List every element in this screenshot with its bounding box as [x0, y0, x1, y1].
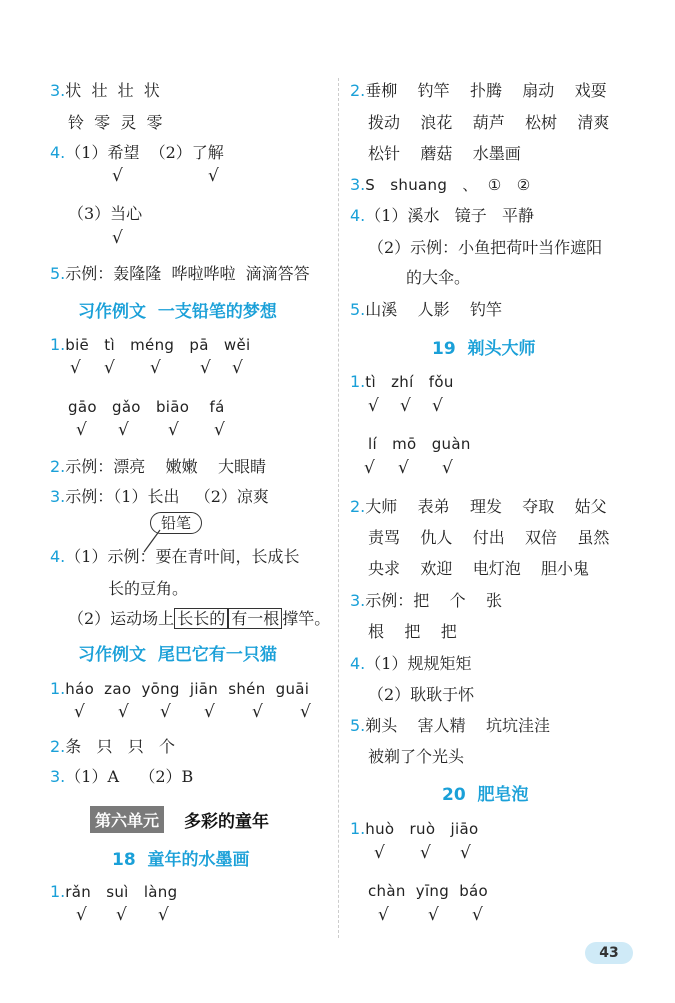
e2q3-line: [50, 766, 193, 788]
check-mark: √: [472, 905, 483, 925]
rq4-line3: 的大伞。: [406, 268, 471, 287]
e1q3-text: 示例：（1）长出 （2）凉爽: [65, 487, 269, 506]
rq2-line1: [350, 80, 607, 102]
check-mark: √: [428, 905, 439, 925]
l19q4-text1: （1）规规矩矩: [365, 654, 472, 673]
rq2-line3: 松针 蘑菇 水墨画: [368, 144, 521, 163]
e2q3-number: 3.: [50, 767, 66, 786]
e2q2-number: 2.: [50, 737, 66, 756]
e1q2-line: [50, 456, 266, 478]
check-mark: √: [420, 843, 431, 863]
l20q1-pinyin-row1: huò ruò jiāo: [365, 820, 479, 838]
check-mark: √: [460, 843, 471, 863]
rq3-line: [350, 174, 530, 196]
essay1-title: 习作例文 一支铅笔的梦想: [78, 302, 277, 322]
e1q4-line3: [68, 608, 330, 630]
l19q1-pinyin2: [368, 433, 471, 455]
q3-line1: [50, 80, 160, 102]
l20q1-pinyin1: [350, 818, 478, 840]
check-mark: √: [104, 358, 115, 378]
e2q1-pinyin-row: háo zao yōng jiān shén guāi: [65, 680, 310, 698]
l19q3-number: 3.: [350, 591, 366, 610]
l19q2-number: 2.: [350, 497, 366, 516]
l19q1-number: 1.: [350, 372, 366, 391]
e1q1-pinyin2: [68, 396, 225, 418]
l19q2-line2: 责骂 仇人 付出 双倍 虽然: [368, 528, 610, 547]
q5-number: 5.: [50, 264, 66, 283]
check-mark: √: [74, 702, 85, 722]
check-mark: √: [118, 420, 129, 440]
rq2-line2: 拨动 浪花 葫芦 松树 清爽: [368, 113, 610, 132]
rq2-number: 2.: [350, 81, 366, 100]
check-mark: √: [378, 905, 389, 925]
e1q4-number: 4.: [50, 547, 66, 566]
q3-text1: 状 壮 壮 状: [65, 81, 160, 100]
e1q1-pinyin1: [50, 334, 251, 356]
check-mark: √: [158, 905, 169, 925]
check-mark: √: [214, 420, 225, 440]
check-mark: √: [204, 702, 215, 722]
l19q5-text1: 剃头 害人精 坑坑洼洼: [365, 716, 550, 735]
e2q2-line: [50, 736, 175, 758]
l19q1-pinyin-row1: tì zhí fǒu: [365, 373, 454, 391]
l19q5-line2: 被剃了个光头: [368, 747, 465, 766]
rq3-number: 3.: [350, 175, 366, 194]
e1q4-boxed-text1: 长长的: [174, 608, 228, 629]
l18q1-pinyin-row: rǎn suì làng: [65, 883, 178, 901]
check-mark: √: [232, 358, 243, 378]
l19q2-line1: [350, 496, 607, 518]
e1q3-line: [50, 486, 269, 508]
page-number: 43: [585, 942, 633, 964]
l19q3-line1: [350, 590, 502, 612]
rq5-text: 山溪 人影 钓竿: [365, 300, 502, 319]
check-mark: √: [116, 905, 127, 925]
column-divider: [338, 78, 339, 938]
check-mark: √: [76, 420, 87, 440]
e1q4-line2: 长的豆角。: [108, 579, 189, 598]
l19q4-line1: [350, 653, 471, 675]
check-mark: √: [208, 166, 219, 186]
l19q4-number: 4.: [350, 654, 366, 673]
unit-title: 多彩的童年: [184, 812, 269, 832]
l20q1-pinyin2: [368, 880, 488, 902]
q4-line1: [50, 142, 224, 164]
check-mark: √: [112, 228, 123, 248]
check-mark: √: [112, 166, 123, 186]
rq4-text1: （1）溪水 镜子 平静: [365, 206, 534, 225]
check-mark: √: [160, 702, 171, 722]
check-mark: √: [70, 358, 81, 378]
rq3-text: S shuang 、 ① ②: [365, 176, 531, 194]
l19q2-text1: 大师 表弟 理发 夺取 姑父: [365, 497, 607, 516]
l19q1-pinyin1: [350, 371, 454, 393]
e1q2-number: 2.: [50, 457, 66, 476]
e2q3-text: （1）A （2）B: [65, 767, 194, 786]
l19q2-line3: 央求 欢迎 电灯泡 胆小鬼: [368, 559, 590, 578]
q5-line: [50, 263, 310, 285]
l18q1-number: 1.: [50, 882, 66, 901]
check-mark: √: [368, 396, 379, 416]
check-mark: √: [168, 420, 179, 440]
q3-number: 3.: [50, 81, 66, 100]
check-mark: √: [150, 358, 161, 378]
rq4-line2: （2）示例：小鱼把荷叶当作遮阳: [368, 238, 603, 257]
lesson19-title: 19 剃头大师: [432, 339, 536, 359]
e1q1-number: 1.: [50, 335, 66, 354]
check-mark: √: [364, 458, 375, 478]
q4-text1: （1）希望 （2）了解: [65, 143, 224, 162]
l20q1-number: 1.: [350, 819, 366, 838]
check-mark: √: [252, 702, 263, 722]
q5-text: 示例：轰隆隆 哗啦哗啦 滴滴答答: [65, 264, 310, 283]
check-mark: √: [400, 396, 411, 416]
l19q5-number: 5.: [350, 716, 366, 735]
edit-insertion-bubble: 铅笔: [150, 512, 202, 534]
check-mark: √: [432, 396, 443, 416]
l19q5-line1: [350, 715, 550, 737]
l19q3-text1: 示例：把 个 张: [365, 591, 502, 610]
check-mark: √: [76, 905, 87, 925]
lesson20-title: 20 肥皂泡: [442, 785, 529, 805]
check-mark: √: [442, 458, 453, 478]
e1q3-number: 3.: [50, 487, 66, 506]
e1q4-text1: （1）示例：要在青叶间，长成长: [65, 547, 300, 566]
e1q2-text: 示例：漂亮 嫩嫩 大眼睛: [65, 457, 266, 476]
essay2-title: 习作例文 尾巴它有一只猫: [78, 645, 277, 665]
e2q2-text: 条 只 只 个: [65, 737, 176, 756]
l19q4-line2: （2）耿耿于怀: [368, 685, 475, 704]
q4-number: 4.: [50, 143, 66, 162]
e1q4-line1: [50, 546, 299, 568]
q4-line3: （3）当心: [68, 204, 143, 223]
check-mark: √: [374, 843, 385, 863]
l19q3-line2: 根 把 把: [368, 622, 457, 641]
lesson18-title: 18 童年的水墨画: [112, 850, 250, 870]
e1q1-pinyin-row1: biē tì méng pā wěi: [65, 336, 251, 354]
e1q4-boxed-text2: 有一根: [228, 608, 282, 629]
l19q1-pinyin-row2: lí mō guàn: [368, 435, 471, 453]
check-mark: √: [118, 702, 129, 722]
rq4-number: 4.: [350, 206, 366, 225]
rq5-number: 5.: [350, 300, 366, 319]
rq5-line: [350, 299, 502, 321]
l18q1-pinyin: [50, 881, 177, 903]
q3-line2: 铃 零 灵 零: [68, 113, 163, 132]
check-mark: √: [300, 702, 311, 722]
e2q1-number: 1.: [50, 679, 66, 698]
unit-tag: 第六单元: [90, 806, 164, 833]
l20q1-pinyin-row2: chàn yīng báo: [368, 882, 488, 900]
e1q4-text3a: （2）运动场上: [68, 609, 175, 628]
e1q4-text3d: 撑竿。: [282, 609, 331, 628]
e2q1-pinyin: [50, 678, 309, 700]
check-mark: √: [398, 458, 409, 478]
rq4-line1: [350, 205, 534, 227]
e1q1-pinyin-row2: gāo gǎo biāo fá: [68, 398, 225, 416]
check-mark: √: [200, 358, 211, 378]
rq2-text1: 垂柳 钓竿 扑腾 扇动 戏耍: [365, 81, 607, 100]
